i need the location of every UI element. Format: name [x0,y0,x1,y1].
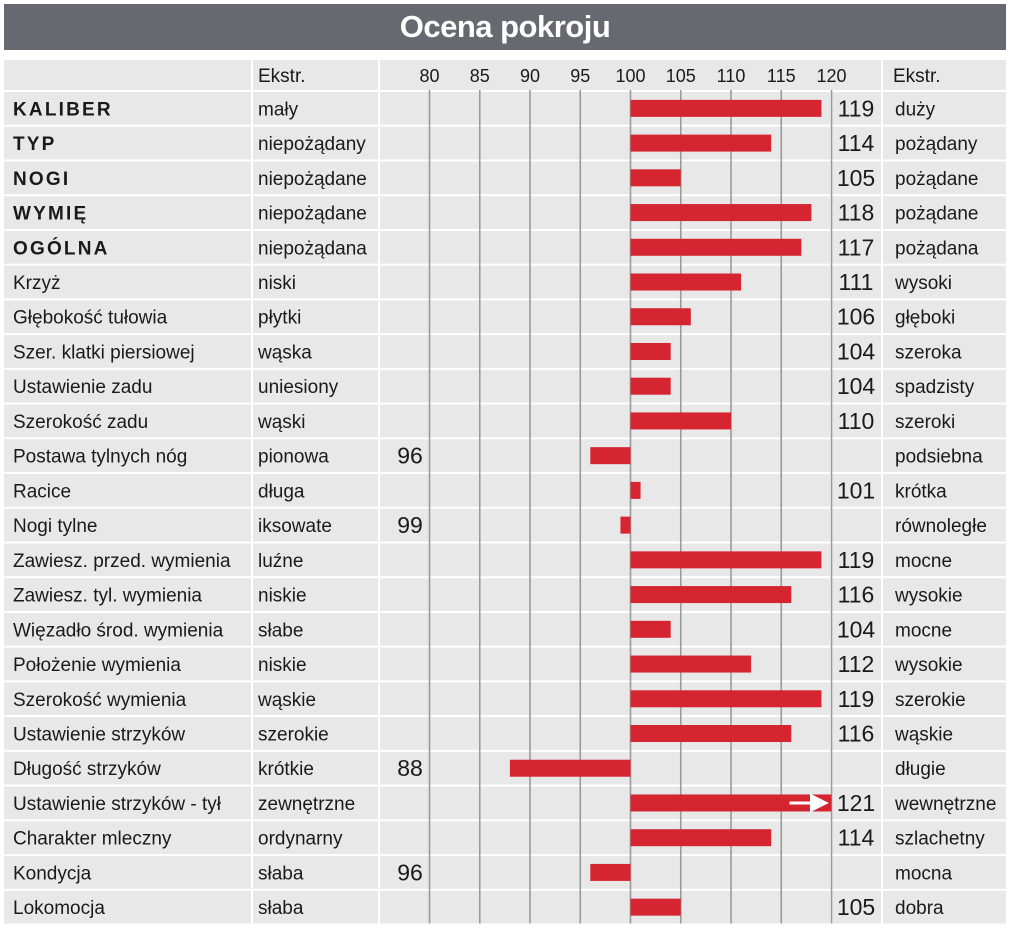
bar [631,899,681,916]
low-extreme-label: niepożądana [258,238,367,260]
high-extreme-label: głęboki [895,307,956,329]
low-extreme-label: wąski [258,411,306,433]
trait-label: TYP [13,134,57,156]
low-extreme-label: zewnętrzne [258,793,356,815]
low-extreme-label: niskie [258,655,307,677]
value-label: 119 [837,546,875,573]
trait-label: KALIBER [13,99,113,121]
high-extreme-label: duży [895,99,936,121]
high-extreme-label: wysokie [895,585,963,607]
low-extreme-label: pionowa [258,446,329,468]
trait-label: Nogi tylne [13,516,98,538]
trait-label: Kondycja [13,863,92,885]
value-label: 117 [837,234,875,261]
bar [631,656,752,673]
value-label: 116 [837,581,875,608]
high-extreme-label: pożądane [895,203,979,225]
low-extreme-label: płytki [258,307,302,329]
high-extreme-label: wysoki [895,273,953,295]
bar [631,204,812,221]
high-extreme-label: szlachetny [895,828,985,850]
trait-label: Zawiesz. tyl. wymienia [13,585,202,607]
high-extreme-label: szeroki [895,411,956,433]
high-extreme-label: szeroka [895,342,962,364]
header-row-bg [4,60,1006,90]
value-label: 110 [837,407,875,434]
value-label: 99 [397,512,423,539]
bar [631,690,822,707]
trait-label: NOGI [13,168,71,190]
value-label: 96 [397,442,423,469]
high-extreme-label: dobra [895,898,944,920]
value-label: 88 [397,755,423,782]
bar [631,551,822,568]
trait-label: WYMIĘ [13,203,89,225]
value-label: 104 [836,373,876,400]
high-extreme-label: wysokie [895,655,963,677]
trait-label: Szerokość zadu [13,411,149,433]
x-tick-label: 80 [419,66,440,86]
trait-label: OGÓLNA [13,238,110,260]
bar [631,586,792,603]
low-extreme-label: krótkie [258,759,314,781]
high-extreme-label: podsiebna [895,446,983,468]
header-left-extreme: Ekstr. [258,66,306,87]
bar [631,412,732,429]
high-extreme-label: wewnętrzne [895,793,997,815]
bar [631,482,641,499]
bar [631,725,792,742]
high-extreme-label: wąskie [895,724,954,746]
low-extreme-label: niski [258,273,297,295]
trait-label: Szerokość wymienia [13,689,187,711]
high-extreme-label: mocne [895,620,953,642]
low-extreme-label: uniesiony [258,377,339,399]
low-extreme-label: szerokie [258,724,329,746]
low-extreme-label: mały [258,99,299,121]
value-label: 114 [837,130,875,157]
trait-label: Położenie wymienia [13,655,181,677]
value-label: 116 [837,720,875,747]
value-label: 105 [836,164,876,191]
trait-label: Ustawienie strzyków [13,724,186,746]
value-label: 101 [836,477,876,504]
bar [590,447,630,464]
value-label: 111 [838,269,874,296]
value-label: 96 [397,859,423,886]
value-label: 105 [836,894,876,921]
x-tick-label: 110 [716,66,746,86]
bar [631,343,671,360]
value-label: 106 [836,303,876,330]
high-extreme-label: krótka [895,481,947,503]
high-extreme-label: długie [895,759,946,781]
low-extreme-label: luźne [258,550,304,572]
table-row [4,856,1006,889]
trait-label: Głębokość tułowia [13,307,168,329]
high-extreme-label: pożądana [895,238,979,260]
value-label: 119 [837,95,875,122]
trait-label: Szer. klatki piersiowej [13,342,195,364]
value-label: 121 [836,789,876,816]
bar [631,239,802,256]
bar [631,308,691,325]
low-extreme-label: słabe [258,620,304,642]
low-extreme-label: słaba [258,863,304,885]
x-tick-label: 100 [615,66,646,86]
bar [631,100,822,117]
row-bg [4,509,1006,542]
low-extreme-label: niepożądane [258,168,367,190]
row-bg [4,856,1006,889]
trait-label: Ustawienie zadu [13,377,153,399]
value-label: 118 [837,199,875,226]
trait-label: Krzyż [13,273,61,295]
trait-label: Charakter mleczny [13,828,172,850]
high-extreme-label: pożądane [895,168,979,190]
low-extreme-label: długa [258,481,305,503]
high-extreme-label: mocne [895,550,953,572]
trait-label: Lokomocja [13,898,105,920]
bar [631,135,772,152]
x-tick-label: 90 [519,66,541,86]
chart-title: Ocena pokroju [4,4,1006,50]
value-label: 104 [836,616,876,643]
header-right-extreme: Ekstr. [893,66,941,87]
x-tick-label: 95 [570,66,591,86]
low-extreme-label: niepożądane [258,203,367,225]
trait-label: Postawa tylnych nóg [13,446,188,468]
low-extreme-label: iksowate [258,516,332,538]
trait-label: Długość strzyków [13,759,161,781]
bar [631,378,671,395]
bar [590,864,630,881]
x-tick-label: 115 [766,66,796,86]
trait-label: Zawiesz. przed. wymienia [13,550,231,572]
value-label: 112 [837,651,875,678]
high-extreme-label: pożądany [895,134,978,156]
bar [510,760,631,777]
low-extreme-label: ordynarny [258,828,343,850]
high-extreme-label: szerokie [895,689,966,711]
bar [631,169,681,186]
value-label: 104 [836,338,876,365]
bar [631,621,671,638]
high-extreme-label: spadzisty [895,377,975,399]
low-extreme-label: słaba [258,898,304,920]
bar [631,829,772,846]
x-tick-label: 120 [816,66,847,86]
trait-label: Więzadło środ. wymienia [13,620,224,642]
bar [631,274,742,291]
table-row [4,509,1006,542]
bar [620,517,630,534]
low-extreme-label: niepożądany [258,134,366,156]
trait-label: Ustawienie strzyków - tył [13,793,221,815]
x-tick-label: 85 [469,66,490,86]
low-extreme-label: niskie [258,585,307,607]
low-extreme-label: wąska [258,342,312,364]
trait-label: Racice [13,481,72,503]
value-label: 114 [837,824,875,851]
high-extreme-label: mocna [895,863,953,885]
x-tick-label: 105 [665,66,696,86]
high-extreme-label: równoległe [895,516,987,538]
low-extreme-label: wąskie [258,689,317,711]
value-label: 119 [837,685,875,712]
